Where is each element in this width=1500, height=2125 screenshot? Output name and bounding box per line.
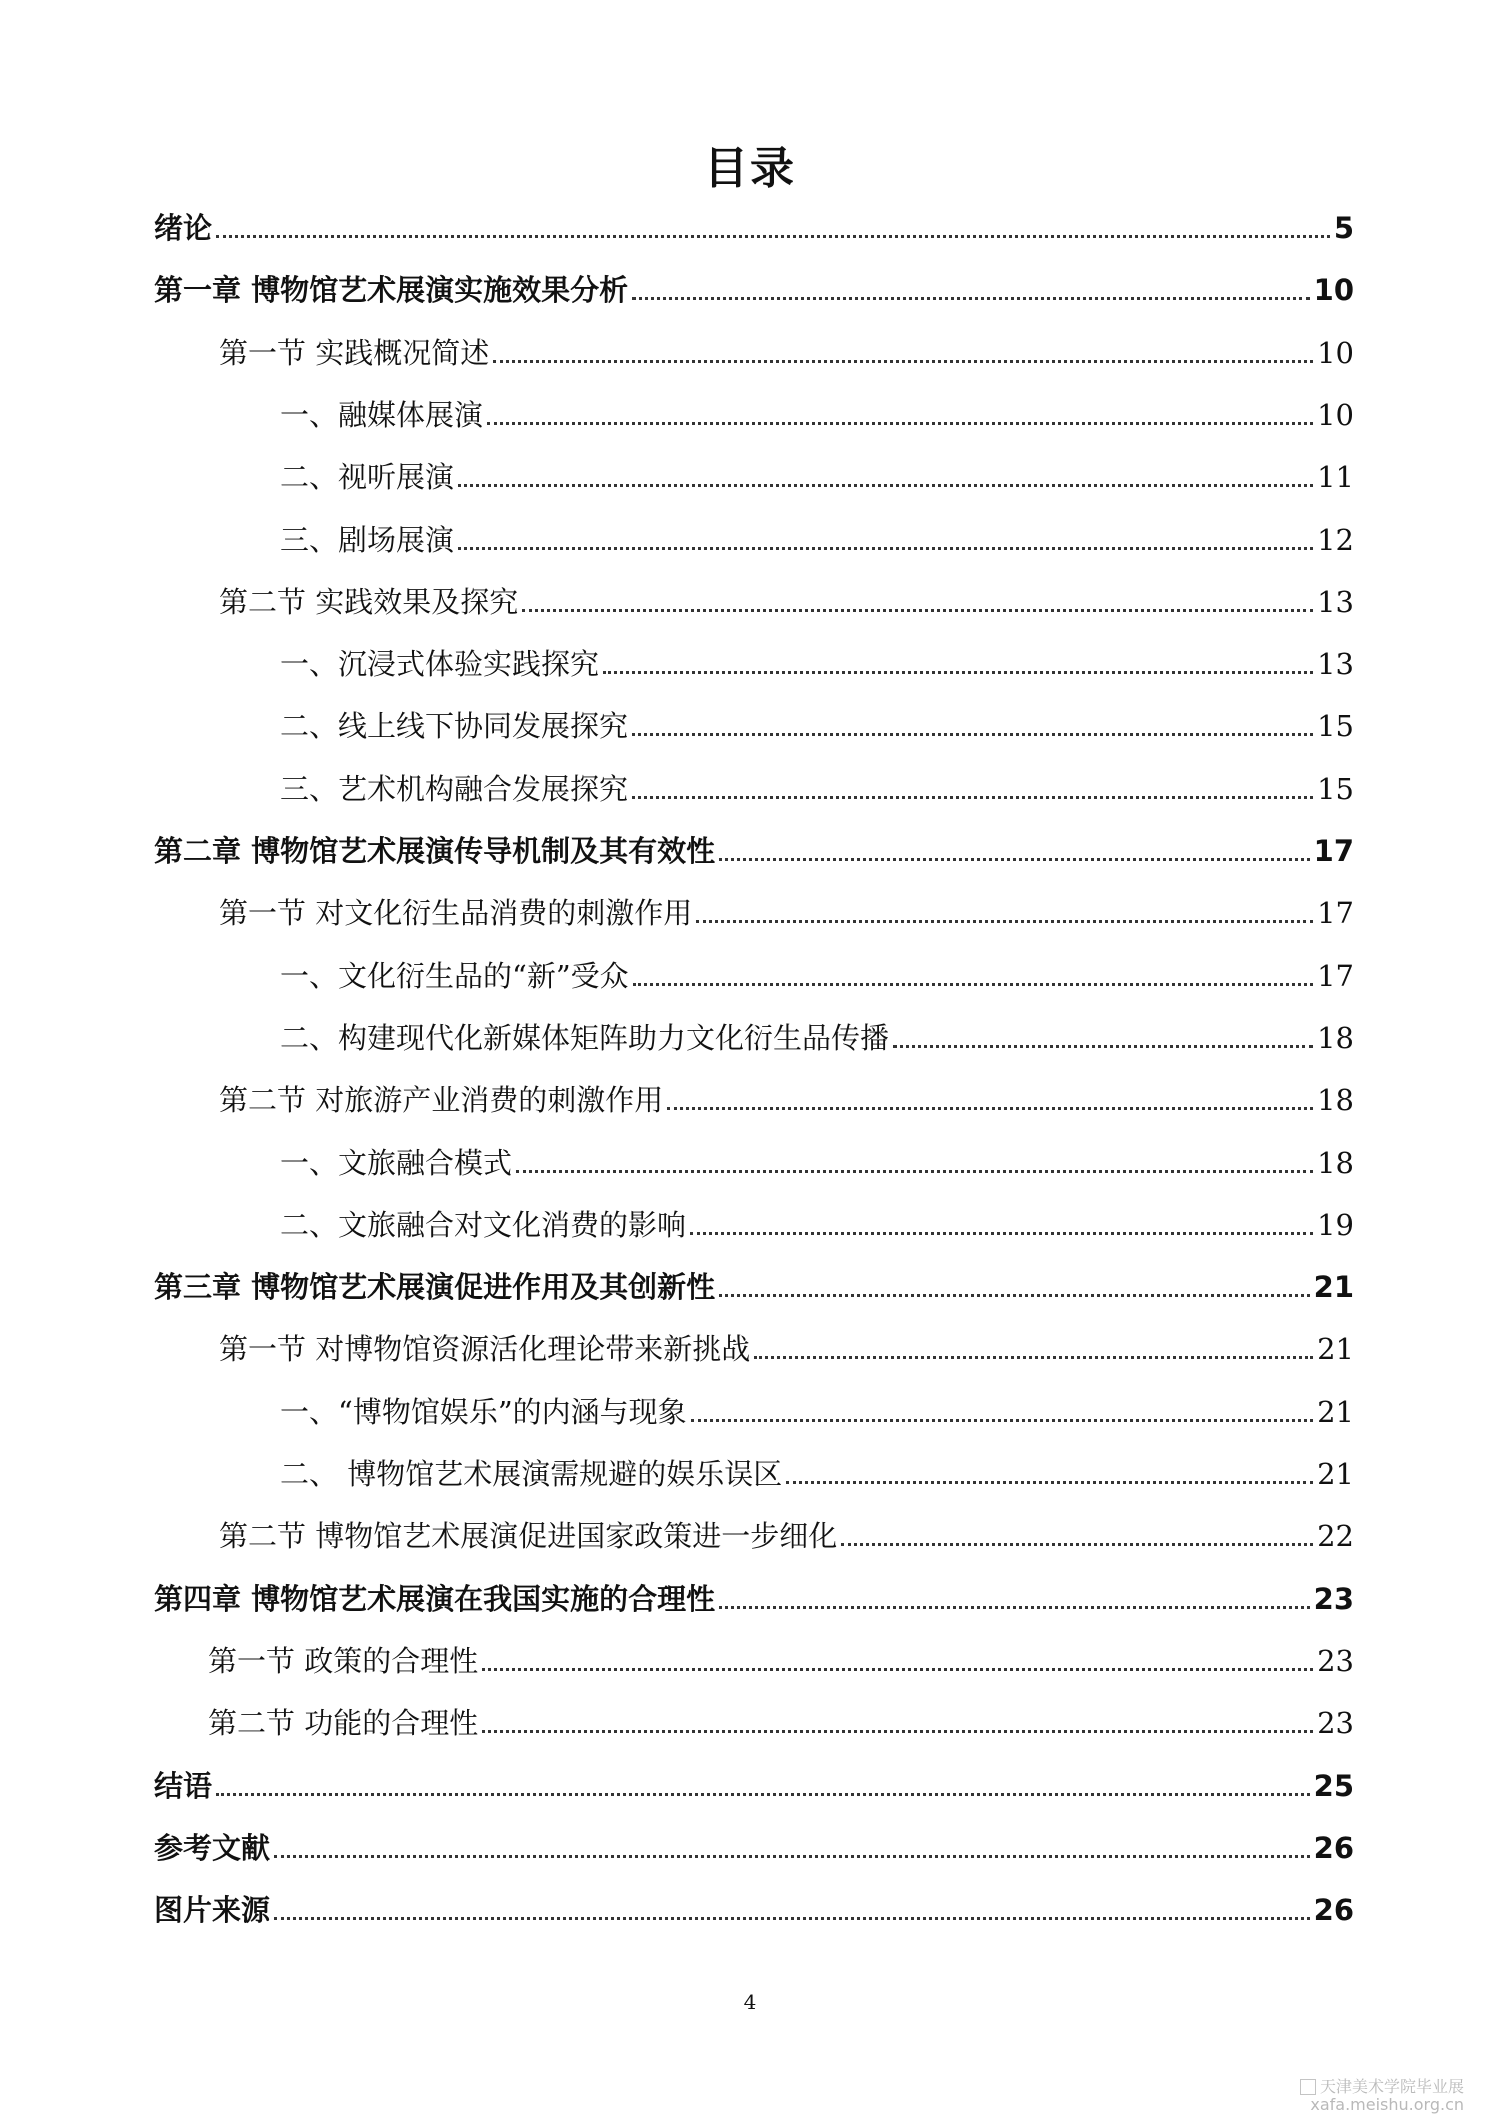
toc-entry-page: 10: [1317, 336, 1354, 370]
toc-entry[interactable]: [219, 891, 1354, 931]
toc-entry-label: 一、融媒体展演: [280, 398, 484, 432]
toc-entry[interactable]: [154, 829, 1354, 869]
toc-entry-page: 21: [1313, 1270, 1354, 1304]
toc-entry[interactable]: [219, 331, 1354, 371]
toc-leader-dots: [216, 235, 1330, 238]
toc-entry[interactable]: [280, 642, 1354, 682]
toc-leader-dots: [487, 422, 1313, 425]
toc-leader-dots: [516, 1170, 1313, 1173]
toc-entry[interactable]: [280, 393, 1354, 433]
toc-entry[interactable]: [208, 1701, 1354, 1741]
toc-entry-label: 图片来源: [154, 1893, 271, 1927]
toc-entry-page: 13: [1317, 647, 1354, 681]
toc-leader-dots: [522, 609, 1313, 612]
toc-entry-page: 17: [1317, 896, 1354, 930]
toc-entry-page: 11: [1317, 460, 1354, 494]
toc-entry[interactable]: [154, 1888, 1354, 1928]
watermark-logo-icon: [1300, 2079, 1316, 2095]
toc-entry-label: 三、艺术机构融合发展探究: [280, 772, 629, 806]
toc-entry-label: 第一节 对文化衍生品消费的刺激作用: [219, 896, 693, 930]
toc-entry-page: 17: [1317, 959, 1354, 993]
toc-entry-page: 26: [1313, 1831, 1354, 1865]
toc-entry-label: 一、沉浸式体验实践探究: [280, 647, 600, 681]
toc-entry[interactable]: [154, 268, 1354, 308]
toc-leader-dots: [603, 671, 1313, 674]
toc-entry[interactable]: [280, 767, 1354, 807]
toc-entry[interactable]: [280, 455, 1354, 495]
toc-leader-dots: [841, 1543, 1313, 1546]
toc-leader-dots: [482, 1730, 1313, 1733]
toc-entry[interactable]: [280, 1141, 1354, 1181]
toc-entry-label: 二、线上线下协同发展探究: [280, 709, 629, 743]
watermark-text: 天津美术学院毕业展: [1319, 2077, 1464, 2096]
watermark: [1300, 2078, 1464, 2114]
toc-entry-page: 19: [1317, 1208, 1354, 1242]
toc-entry-label: 第四章 博物馆艺术展演在我国实施的合理性: [154, 1582, 716, 1616]
toc-entry-label: 参考文献: [154, 1831, 271, 1865]
toc-leader-dots: [696, 920, 1313, 923]
toc-entry-page: 21: [1317, 1457, 1354, 1491]
toc-entry-page: 5: [1333, 211, 1354, 245]
toc-leader-dots: [893, 1045, 1313, 1048]
toc-leader-dots: [632, 297, 1310, 300]
toc-entry[interactable]: [280, 1452, 1354, 1492]
toc-entry-page: 18: [1317, 1021, 1354, 1055]
toc-entry[interactable]: [280, 1016, 1354, 1056]
toc-entry-label: 第一节 实践概况简述: [219, 336, 490, 370]
toc-leader-dots: [719, 1606, 1310, 1609]
toc-entry-label: 绪论: [154, 211, 213, 245]
toc-entry-page: 18: [1317, 1146, 1354, 1180]
toc-entry[interactable]: [154, 1265, 1354, 1305]
toc-leader-dots: [216, 1793, 1310, 1796]
toc-entry-label: 第二节 对旅游产业消费的刺激作用: [219, 1083, 664, 1117]
toc-entry-label: 二、 博物馆艺术展演需规避的娱乐误区: [280, 1457, 783, 1491]
toc-entry-label: 第一节 政策的合理性: [208, 1644, 479, 1678]
toc-leader-dots: [458, 547, 1313, 550]
toc-entry-label: 第三章 博物馆艺术展演促进作用及其创新性: [154, 1270, 716, 1304]
toc-leader-dots: [719, 1294, 1310, 1297]
toc-entry-label: 结语: [154, 1769, 213, 1803]
toc-leader-dots: [458, 484, 1313, 487]
toc-entry[interactable]: [280, 1390, 1354, 1430]
toc-leader-dots: [786, 1481, 1313, 1484]
toc-leader-dots: [274, 1917, 1310, 1920]
toc-leader-dots: [632, 796, 1313, 799]
toc-entry-label: 三、剧场展演: [280, 523, 455, 557]
toc-leader-dots: [632, 733, 1313, 736]
watermark-url: xafa.meishu.org.cn: [1310, 2095, 1464, 2114]
toc-entry[interactable]: [280, 954, 1354, 994]
toc-entry[interactable]: [154, 1826, 1354, 1866]
toc-entry[interactable]: [280, 704, 1354, 744]
toc-entry-page: 10: [1313, 273, 1354, 307]
toc-entry-page: 22: [1317, 1519, 1354, 1553]
toc-entry-label: 第一章 博物馆艺术展演实施效果分析: [154, 273, 629, 307]
toc-leader-dots: [482, 1668, 1313, 1671]
toc-entry-page: 15: [1317, 709, 1354, 743]
toc-entry-label: 第二章 博物馆艺术展演传导机制及其有效性: [154, 834, 716, 868]
toc-entry-page: 23: [1317, 1644, 1354, 1678]
toc-entry-page: 26: [1313, 1893, 1354, 1927]
toc-entry-label: 第二节 实践效果及探究: [219, 585, 519, 619]
toc-entry-label: 二、视听展演: [280, 460, 455, 494]
toc-leader-dots: [691, 1419, 1313, 1422]
toc-entry-page: 23: [1317, 1706, 1354, 1740]
page-number: 4: [743, 1990, 757, 2014]
toc-entry-label: 第二节 博物馆艺术展演促进国家政策进一步细化: [219, 1519, 838, 1553]
toc-entry[interactable]: [208, 1639, 1354, 1679]
toc-leader-dots: [754, 1356, 1313, 1359]
toc-entry-page: 21: [1317, 1332, 1354, 1366]
toc-entry-page: 25: [1313, 1769, 1354, 1803]
toc-entry-label: 第一节 对博物馆资源活化理论带来新挑战: [219, 1332, 751, 1366]
toc-leader-dots: [719, 858, 1310, 861]
toc-entry[interactable]: [219, 580, 1354, 620]
toc-entry-page: 21: [1317, 1395, 1354, 1429]
toc-entry[interactable]: [219, 1078, 1354, 1118]
toc-entry-label: 一、文旅融合模式: [280, 1146, 513, 1180]
toc-entry-page: 13: [1317, 585, 1354, 619]
toc-leader-dots: [493, 360, 1313, 363]
toc-title: 目录: [704, 143, 796, 194]
toc-entry-label: 一、“博物馆娱乐”的内涵与现象: [280, 1395, 687, 1429]
toc-entry-page: 23: [1313, 1582, 1354, 1616]
toc-entry[interactable]: [154, 206, 1354, 246]
toc-entry-label: 二、构建现代化新媒体矩阵助力文化衍生品传播: [280, 1021, 890, 1055]
toc-entry[interactable]: [219, 1514, 1354, 1554]
toc-entry-label: 一、文化衍生品的“新”受众: [280, 959, 629, 993]
toc-entry-page: 12: [1317, 523, 1354, 557]
toc-leader-dots: [667, 1107, 1313, 1110]
toc-entry[interactable]: [280, 518, 1354, 558]
toc-entry[interactable]: [219, 1327, 1354, 1367]
toc-entry-label: 第二节 功能的合理性: [208, 1706, 479, 1740]
toc-entry[interactable]: [154, 1577, 1354, 1617]
toc-entry-page: 17: [1313, 834, 1354, 868]
toc-entry[interactable]: [280, 1203, 1354, 1243]
toc-entry-page: 15: [1317, 772, 1354, 806]
toc-entry-page: 10: [1317, 398, 1354, 432]
toc-entry[interactable]: [154, 1764, 1354, 1804]
toc-leader-dots: [690, 1232, 1313, 1235]
toc-leader-dots: [633, 983, 1313, 986]
toc-entry-page: 18: [1317, 1083, 1354, 1117]
toc-entry-label: 二、文旅融合对文化消费的影响: [280, 1208, 687, 1242]
toc-leader-dots: [274, 1855, 1310, 1858]
